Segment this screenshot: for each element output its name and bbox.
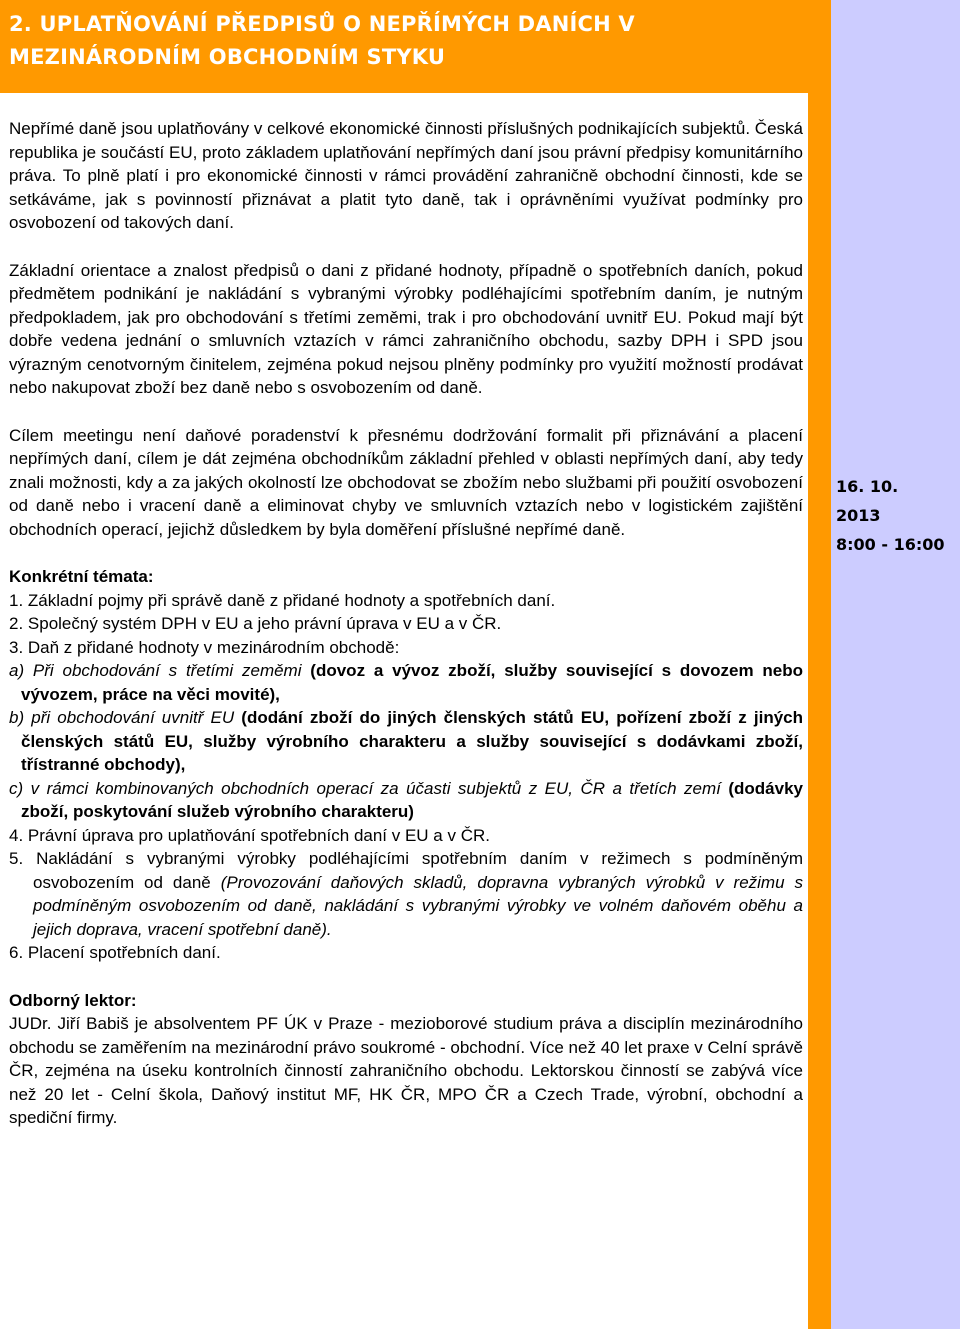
sidebar-orange-strip: [808, 93, 831, 1329]
event-date-box: [836, 472, 956, 559]
lecturer-bio: JUDr. Jiří Babiš je absolventem PF ÚK v Praze - mezioborové studium práva a disciplín mezinárodního obchodu se zaměřením na mezinárodní právo soukromé - obchodní. Více než 40 let praxe v Celní správě ČR, zejména na úseku kontrolních činností zahraničního obchodu. Lektorskou činností se zabývá více než 20 let - Celní škola, Daňový institut MF, HK ČR, MPO ČR a Czech Trade, výrobní, obchodní a spediční firmy.: [9, 1014, 803, 1127]
sidebar-lavender-panel: [831, 0, 960, 1329]
page-title: 2. UPLATŇOVÁNÍ PŘEDPISŮ O NEPŘÍMÝCH DANÍCH V MEZINÁRODNÍM OBCHODNÍM STYKU: [9, 12, 635, 69]
topics-list: [9, 589, 803, 965]
topic-item-3: 3. Daň z přidané hodnoty v mezinárodním obchodě:: [9, 637, 400, 657]
topics-heading: Konkrétní témata:: [9, 567, 154, 586]
topic-item-3c-label: c) v rámci kombinovaných obchodních operací za účasti subjektů z EU, ČR a třetích zemí: [9, 778, 721, 798]
topic-item-2: 2. Společný systém DPH v EU a jeho právní úprava v EU a v ČR.: [9, 614, 502, 633]
event-date: 16. 10.: [836, 477, 899, 496]
topic-item-3c-detail: (dodávky zboží, poskytování služeb výrobního charakteru): [21, 778, 803, 821]
topic-item-5-detail: (Provozování daňových skladů, dopravna vybraných výrobků v režimu s podmíněným osvobozením od daně, nakládání s vybranými výrobky ve volném daňovém oběhu a jejich doprava, vracení spotřební daně).: [33, 872, 804, 939]
topic-item-5-text: 5. Nakládání s vybranými výrobky podléhajícími spotřebním daním v režimech s podmíněným osvobozením od daně: [9, 849, 803, 892]
orientation-paragraph: Základní orientace a znalost předpisů o dani z přidané hodnoty, případně o spotřebních daních, pokud předmětem podnikání je nakládání s vybranými výrobky podléhajícími spotřebním daním, je nutným předpokladem, jak pro obchodování s třetími zeměmi, trak i pro obchodování uvnitř EU. Pokud mají být dobře vedena jednání o smluvních vztazích v rámci zahraničního obchodu, sazby DPH i SPD jsou výrazným cenotvorným činitelem, zejména pokud nejsou plněny podmínky pro využití možností prodávat nebo nakupovat zboží bez daně nebo s osvobozením od daně.: [9, 260, 803, 397]
topic-item-6: 6. Placení spotřebních daní.: [9, 943, 221, 962]
event-time: 8:00 - 16:00: [836, 535, 945, 554]
topic-item-3b-label: b) při obchodování uvnitř EU: [9, 708, 235, 727]
title-banner: [0, 0, 831, 93]
lecturer-heading: Odborný lektor:: [9, 990, 137, 1010]
topic-item-3a-label: a) Při obchodování s třetími zeměmi: [9, 661, 302, 680]
topic-item-3c: [9, 777, 803, 824]
topic-item-5: [9, 847, 803, 941]
topic-item-3b-detail: (dodání zboží do jiných členských států EU, pořízení zboží z jiných členských států EU, služby výrobního charakteru a služby související s dodávkami zboží, třístranné obchody),: [21, 708, 803, 774]
topic-item-3b: [9, 706, 803, 777]
topic-item-1: 1. Základní pojmy při správě daně z přidané hodnoty a spotřebních daní.: [9, 590, 556, 610]
topic-item-3a: [9, 659, 803, 706]
goal-paragraph: Cílem meetingu není daňové poradenství k přesnému dodržování formalit při přiznávání a placení nepřímých daní, cílem je dát zejména obchodníkům základní přehled v oblasti nepřímých daní, aby tedy znali možnosti, kdy a za jakých okolností lze obchodovat se zbožím nebo službami při použití osvobození od daně nebo i vracení daně a eliminovat chyby ve smluvních vztazích nebo v logistickém zajištění obchodních operací, jejichž důsledkem by byla doměření příslušné nepřímé daně.: [9, 425, 803, 539]
main-content: [9, 117, 803, 1154]
topic-item-3a-detail: (dovoz a vývoz zboží, služby související s dovozem nebo vývozem, práce na věci movité),: [21, 661, 803, 704]
event-year: 2013: [836, 506, 881, 525]
intro-paragraph: Nepřímé daně jsou uplatňovány v celkové ekonomické činnosti příslušných podnikajících subjektů. Česká republika je součástí EU, proto základem uplatňování nepřímých daní jsou právní předpisy komunitárního práva. To plně platí i pro ekonomické činnosti v rámci provádění zahraničně obchodní činnosti, kde se setkáváme, jak s povinností přiznávat a platit tyto daně, tak i oprávněními využívat podmínky pro osvobození od takových daní.: [9, 119, 803, 232]
topic-item-4: 4. Právní úprava pro uplatňování spotřebních daní v EU a v ČR.: [9, 825, 490, 845]
